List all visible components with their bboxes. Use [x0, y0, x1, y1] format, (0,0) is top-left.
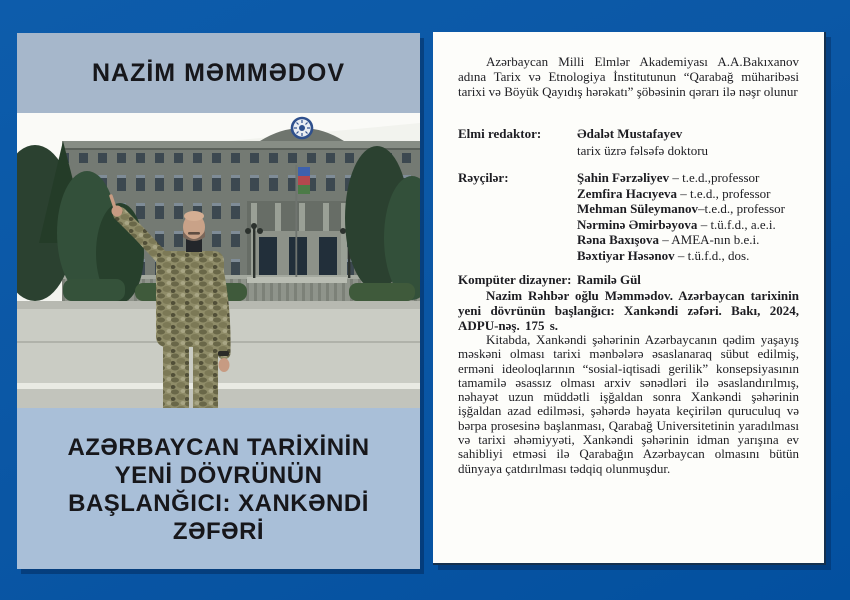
azerbaijan-emblem-icon: [292, 118, 312, 138]
cover-book-title: [17, 408, 420, 569]
editor-row: [458, 125, 799, 159]
book-cover: [17, 33, 420, 569]
reviewer-item: Mehman Süleymanov–t.e.d., professor: [577, 201, 785, 216]
cover-title-line-1: AZƏRBAYCAN TARİXİNİN: [67, 434, 370, 461]
citation-paragraph: Nazim Rəhbər oğlu Məmmədov. Azərbaycan tarixinin yeni dövrünün başlanğıcı: Xankəndi zəfəri. Bakı, 2024, ADPU-nəş. 175 s.: [458, 288, 799, 333]
cover-title-line-3: BAŞLANĞICI: XANKƏNDİ: [68, 490, 369, 517]
editor-degree: tarix üzrə fəlsəfə doktoru: [577, 143, 709, 158]
editor-label: Elmi redaktor:: [458, 126, 542, 141]
cover-photo: [17, 113, 420, 408]
cover-title-line-2: YENİ DÖVRÜNÜN: [114, 462, 323, 489]
abstract-paragraph: Kitabda, Xankəndi şəhərinin Azərbaycanın qədim yaşayış məskəni olması tarixi mənbələrə əsaslanaraq sübut edilmiş, erməni ideoloqlarının “sosial-iqtisadi gerilik” konsepsiyasının tamamilə əsassız olması arxiv sənədləri ilə əsaslandırılmış, nəhayət uzun müddətli işğaldan sonra Xankəndi şəhərinin işğaldan azad edilməsi, şəhərdə həyata keçirilən quruculuq və bərpa prosesinə başlanması, Qarabağ Universitetinin yaradılması və tarixi əhəmiyyəti, Xankəndi şəhərinin idman yarışına ev sahibliyi etməsi ilə Qarabağın Azərbaycan olmasını bütün dünyaya çatdırılması tədqiq olunmuşdur.: [458, 332, 799, 476]
reviewers-row: [458, 170, 799, 263]
title-page: [433, 32, 826, 565]
reviewer-item: Şahin Fərzəliyev – t.e.d.,professor: [577, 170, 760, 185]
editor-value: [577, 125, 708, 159]
cover-author-name: NAZİM MƏMMƏDOV: [91, 58, 346, 87]
designer-row: [458, 271, 799, 288]
reviewer-item: Rəna Baxışova – AMEA-nın b.e.i.: [577, 232, 760, 247]
designer-name: Ramilə Gül: [577, 272, 641, 287]
reviewers-list: [577, 170, 785, 263]
cover-photo-scene: [17, 113, 420, 408]
reviewer-item: Zemfira Hacıyeva – t.e.d., professor: [577, 185, 771, 201]
reviewers-label: Rəyçilər:: [458, 170, 509, 185]
cover-title-line-4: ZƏFƏRİ: [172, 518, 265, 545]
designer-label: Kompüter dizayner:: [458, 272, 572, 287]
imprint-paragraph: Azərbaycan Milli Elmlər Akademiyası A.A.Bakıxanov adına Tarix və Etnologiya İnstitutunun “Qarabağ müharibəsi tarixi və Böyük Qayıdış hərəkatı” şöbəsinin qərarı ilə nəşr olunur: [458, 54, 799, 99]
reviewer-item: Nərminə Əmirbəyova – t.ü.f.d., a.e.i.: [577, 216, 776, 232]
editor-name: Ədalət Mustafayev: [577, 126, 683, 141]
reviewer-item: Bəxtiyar Həsənov – t.ü.f.d., dos.: [577, 247, 750, 263]
